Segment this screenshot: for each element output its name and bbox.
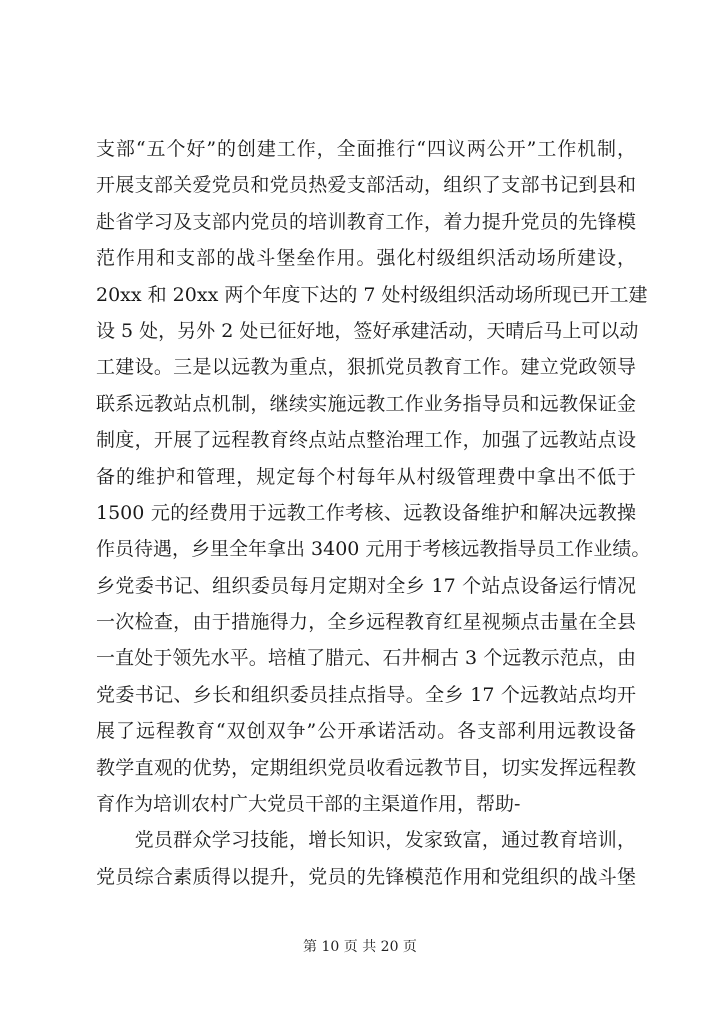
text-line: 乡党委书记、组织委员每月定期对全乡 17 个站点设备运行情况 [96,574,636,597]
text-line: 1500 元的经费用于远教工作考核、远教设备维护和解决远教操 [96,501,636,524]
text-line: 党员群众学习技能，增长知识，发家致富，通过教育培训， [96,829,636,852]
text-line: 联系远教站点机制，继续实施远教工作业务指导员和远教保证金 [96,392,636,415]
text-line: 20xx 和 20xx 两个年度下达的 7 处村级组织活动场所现已开工建 [96,283,648,306]
body-text [96,131,651,895]
text-line: 育作为培训农村广大党员干部的主渠道作用，帮助- [96,793,521,816]
text-line: 制度，开展了远程教育终点站点整治理工作，加强了远教站点设 [96,429,636,452]
text-line: 范作用和支部的战斗堡垒作用。强化村级组织活动场所建设， [96,247,636,270]
text-line: 作员待遇，乡里全年拿出 3400 元用于考核远教指导员工作业绩。 [96,538,651,561]
text-line: 工建设。三是以远教为重点，狠抓党员教育工作。建立党政领导 [96,356,636,379]
text-line: 赴省学习及支部内党员的培训教育工作，着力提升党员的先锋模 [96,210,636,233]
page-footer: 第 10 页 共 20 页 [303,939,417,955]
text-line: 设 5 处，另外 2 处已征好地，签好承建活动，天晴后马上可以动 [96,319,639,342]
text-line: 开展支部关爱党员和党员热爱支部活动，组织了支部书记到县和 [96,174,636,197]
text-line: 备的维护和管理，规定每个村每年从村级管理费中拿出不低于 [96,465,636,488]
text-line: 党委书记、乡长和组织委员挂点指导。全乡 17 个远教站点均开 [96,683,636,706]
text-line: 支部“五个好”的创建工作，全面推行“四议两公开”工作机制， [96,138,636,160]
text-line: 党员综合素质得以提升，党员的先锋模范作用和党组织的战斗堡 [96,865,636,888]
text-line: 展了远程教育“双创双争”公开承诺活动。各支部利用远教设备 [96,720,636,743]
text-line: 一次检查，由于措施得力，全乡远程教育红星视频点击量在全县 [96,611,636,634]
text-line: 一直处于领先水平。培植了腊元、石井桐古 3 个远教示范点，由 [96,647,636,670]
text-line: 教学直观的优势，定期组织党员收看远教节目，切实发挥远程教 [96,756,636,779]
